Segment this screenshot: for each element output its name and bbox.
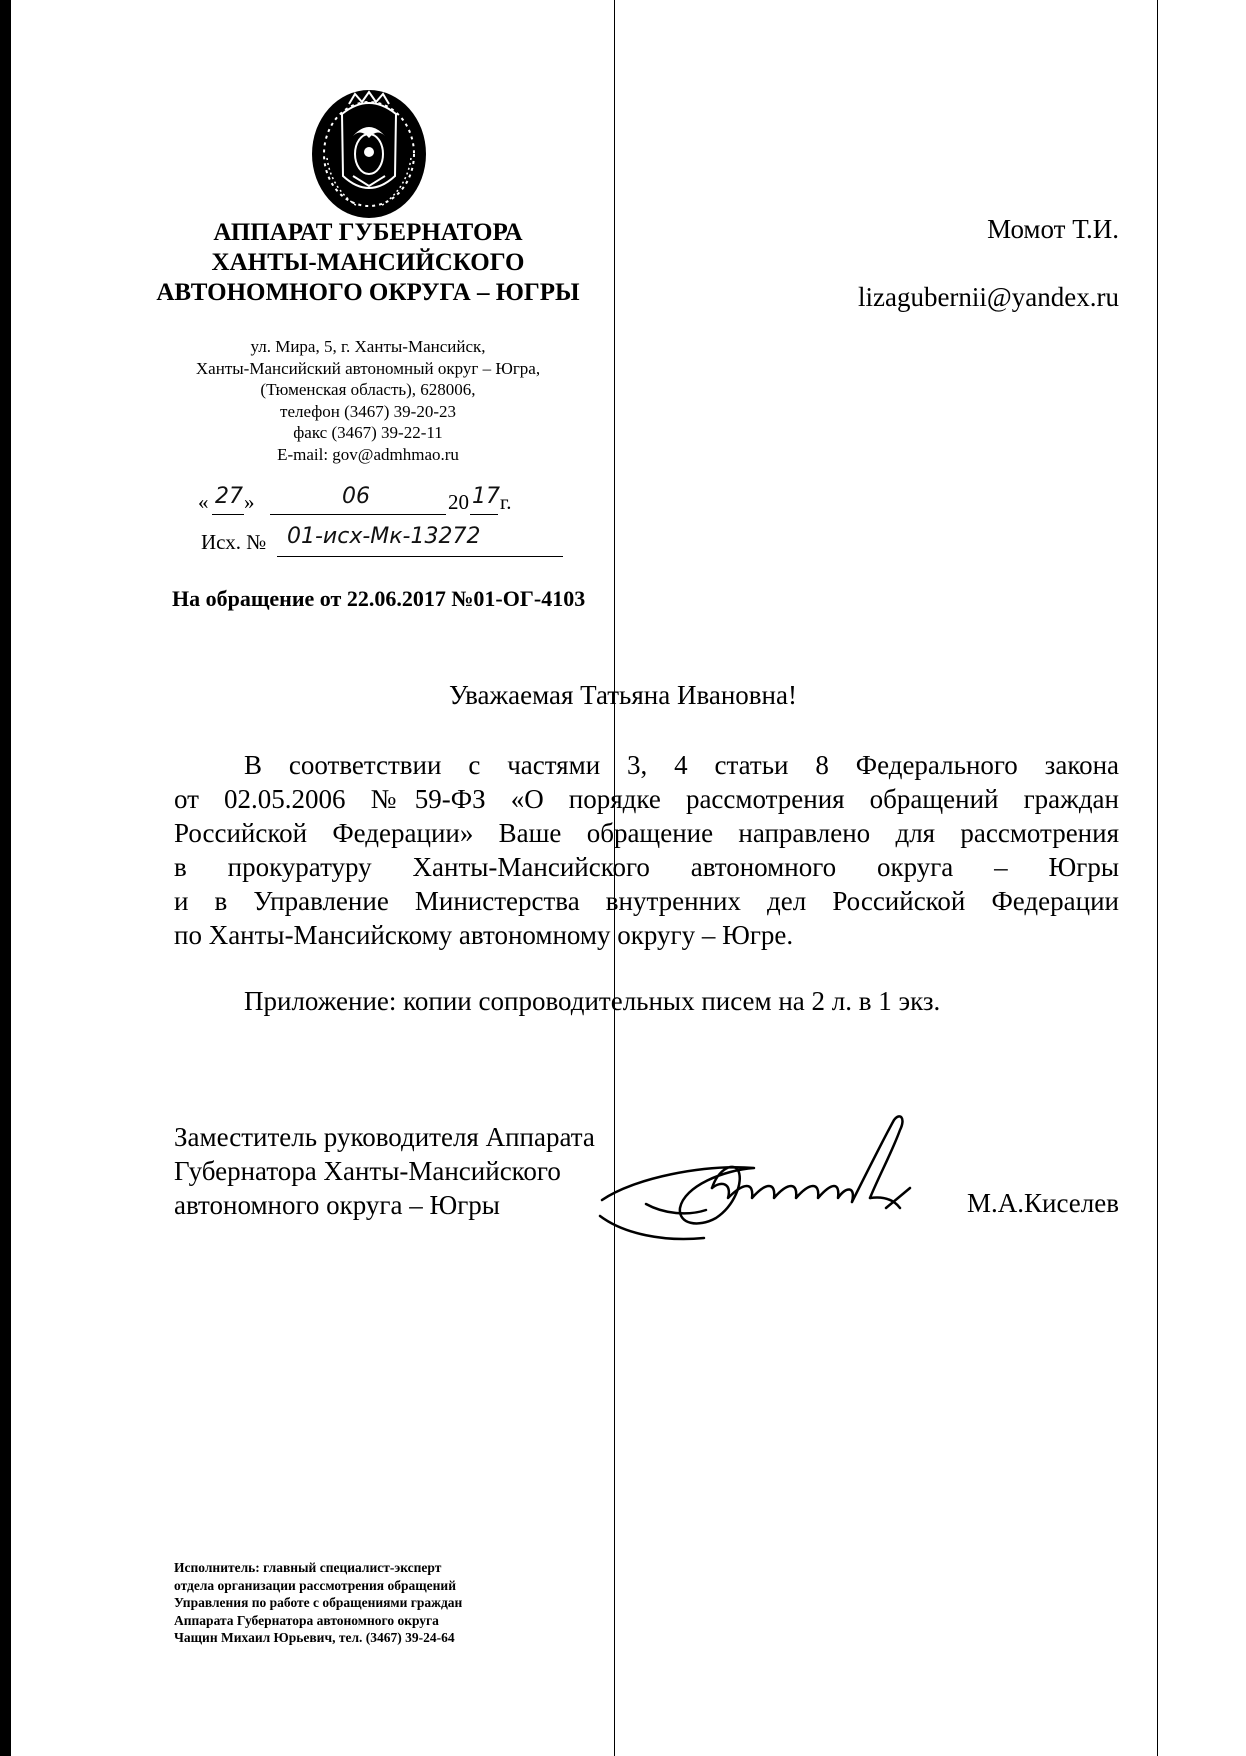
executor-line: Исполнитель: главный специалист-эксперт xyxy=(174,1560,442,1575)
date-year-mark: г. xyxy=(500,490,512,514)
sender-organization xyxy=(128,218,608,308)
date-year-suffix: 17 xyxy=(472,484,500,509)
outgoing-number-underline xyxy=(277,556,563,557)
date-year-underline xyxy=(470,514,498,515)
executor-line: Управления по работе с обращениями граждан xyxy=(174,1595,463,1610)
address-line: (Тюменская область), 628006, xyxy=(260,380,476,399)
signer-title-line: Губернатора Ханты-Мансийского xyxy=(174,1156,561,1186)
body-line: по Ханты-Мансийскому автономному округу – Югре. xyxy=(174,920,794,950)
scan-edge-line xyxy=(1157,0,1158,1756)
date-year-prefix: 20 xyxy=(448,490,469,514)
body-line: и в Управление Министерства внутренних дел Российской Федерации xyxy=(174,886,1119,916)
executor-line: Аппарата Губернатора автономного округа xyxy=(174,1612,439,1628)
incoming-reference: На обращение от 22.06.2017 №01-ОГ-4103 xyxy=(172,586,586,611)
signer-name: М.А.Киселев xyxy=(967,1188,1119,1218)
address-line: ул. Мира, 5, г. Ханты-Мансийск, xyxy=(250,337,486,356)
sender-address xyxy=(128,336,608,465)
email-line: E-mail: gov@admhmao.ru xyxy=(277,444,459,464)
fax-line: факс (3467) 39-22-11 xyxy=(293,423,443,442)
phone-line: телефон (3467) 39-20-23 xyxy=(280,401,456,421)
outgoing-number-label: Исх. № xyxy=(201,530,267,554)
coat-of-arms-icon xyxy=(309,88,429,222)
outgoing-date xyxy=(198,484,598,518)
org-name-line: АППАРАТ ГУБЕРНАТОРА xyxy=(213,219,523,246)
scan-edge-shadow xyxy=(0,0,11,1756)
date-month: 06 xyxy=(342,484,370,509)
date-month-underline xyxy=(270,514,446,515)
body-line: Российской Федерации» Ваше обращение направлено для рассмотрения xyxy=(174,818,1119,848)
body-line: В соответствии с частями 3, 4 статьи 8 Федерального закона xyxy=(244,750,1119,780)
signer-title-line: автономного округа – Югры xyxy=(174,1190,500,1220)
outgoing-number-value: 01-исх-Мк-13272 xyxy=(287,524,481,549)
addressee-email: lizagubernii@yandex.ru xyxy=(857,282,1119,312)
quote-open: « xyxy=(198,490,209,514)
outgoing-number xyxy=(201,524,601,558)
signer-title xyxy=(174,1120,595,1222)
body-line: в прокуратуру Ханты-Мансийского автономного округа – Югры xyxy=(174,852,1119,882)
address-line: Ханты-Мансийский автономный округ – Югра, xyxy=(195,358,541,378)
body-line: от 02.05.2006 №59-ФЗ «О порядке рассмотрения обращений граждан xyxy=(174,784,1119,814)
quote-close: » xyxy=(244,490,255,514)
date-day-underline xyxy=(212,514,244,515)
attachment-note: Приложение: копии сопроводительных писем на 2 л. в 1 экз. xyxy=(244,986,941,1016)
org-name-line: ХАНТЫ-МАНСИЙСКОГО xyxy=(211,249,525,276)
handwritten-signature-icon xyxy=(594,1108,964,1252)
executor-line: Чащин Михаил Юрьевич, тел. (3467) 39-24-64 xyxy=(174,1630,455,1645)
letter-body xyxy=(174,748,1119,952)
executor-line: отдела организации рассмотрения обращений xyxy=(174,1577,456,1593)
executor-note xyxy=(174,1559,462,1647)
date-day: 27 xyxy=(215,484,243,509)
addressee-name: Момот Т.И. xyxy=(987,214,1119,244)
salutation: Уважаемая Татьяна Ивановна! xyxy=(449,680,797,710)
org-name-line: АВТОНОМНОГО ОКРУГА – ЮГРЫ xyxy=(156,279,580,306)
signer-title-line: Заместитель руководителя Аппарата xyxy=(174,1122,595,1152)
